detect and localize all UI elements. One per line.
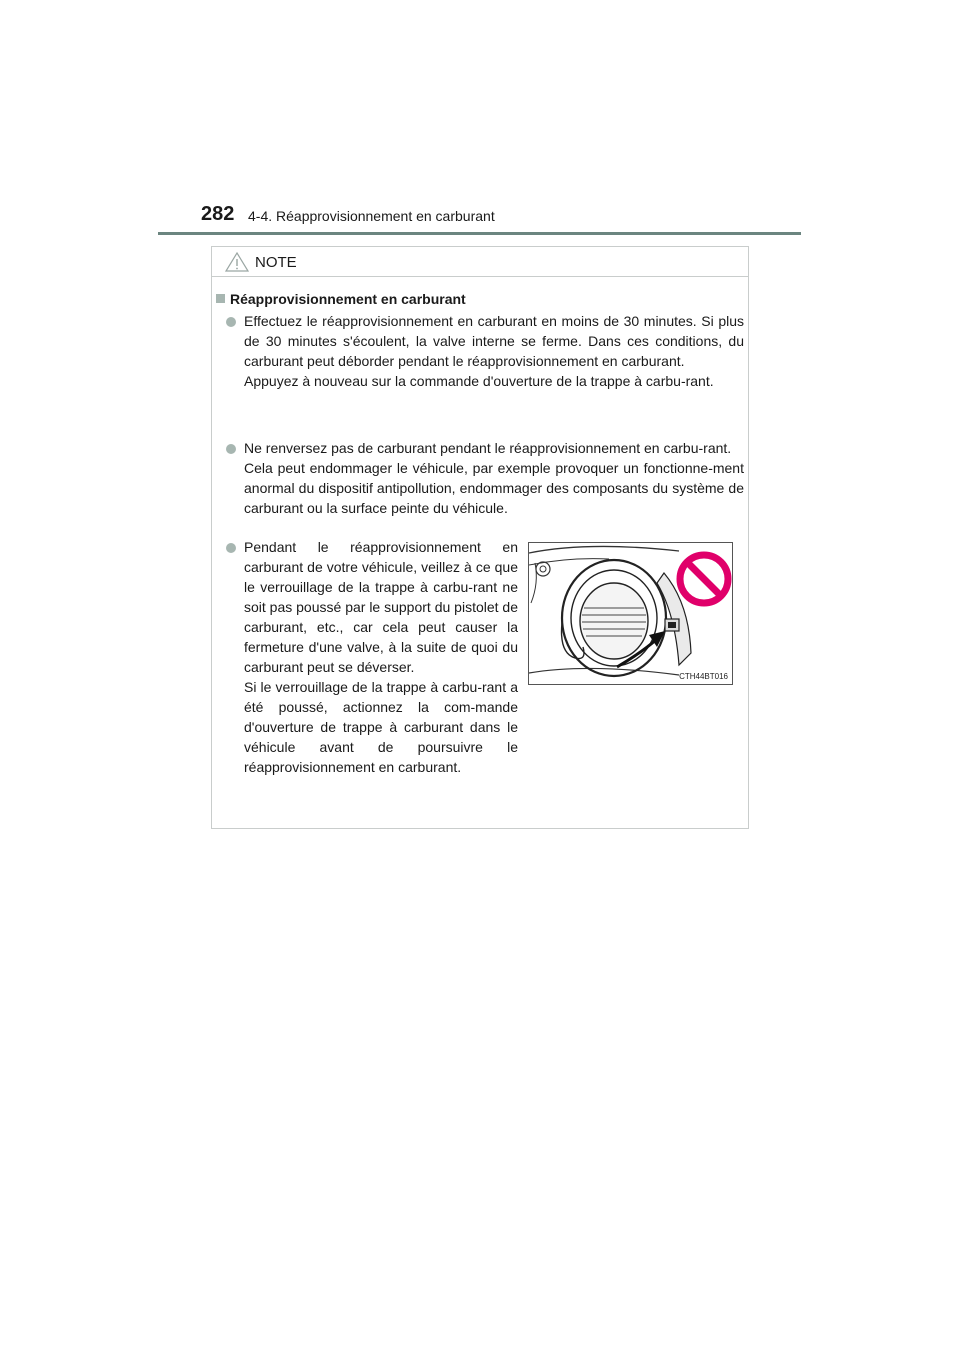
header-rule <box>158 232 801 235</box>
fuel-door-illustration <box>529 543 732 684</box>
note-label: NOTE <box>255 254 297 271</box>
list-item-1 <box>226 311 744 431</box>
bullet-icon <box>226 317 236 327</box>
heading-text: Réapprovisionnement en carburant <box>230 291 466 307</box>
bullet-icon <box>226 444 236 454</box>
warning-triangle-icon <box>224 251 250 273</box>
item-1-paragraph-2: Appuyez à nouveau sur la commande d'ouverture de la trappe à carbu-rant. <box>244 373 714 389</box>
item-2-paragraph-2: Cela peut endommager le véhicule, par exemple provoquer un fonctionne-ment anormal du dispositif antipollution, endommager des composants du système de carburant ou la surface peinte du véhicule. <box>244 460 744 516</box>
section-title: 4-4. Réapprovisionnement en carburant <box>248 208 495 224</box>
bullet-icon <box>226 543 236 553</box>
square-bullet-icon <box>216 294 225 303</box>
list-item-3 <box>226 537 526 817</box>
page-number: 282 <box>201 203 235 225</box>
item-1-paragraph-1: Effectuez le réapprovisionnement en carburant en moins de 30 minutes. Si plus de 30 minutes s'écoulent, la valve interne se ferme. Dans ces conditions, du carburant peut déborder pendant le réapprovisionnement en carburant. <box>244 313 744 369</box>
list-item-2 <box>226 438 744 538</box>
item-3-paragraph-2: Si le verrouillage de la trappe à carbu-rant a été poussé, actionnez la com-mande d'ouverture de trappe à carburant dans le véhicule avant de poursuivre le réapprovisionnement en carburant. <box>244 679 518 775</box>
note-box <box>211 246 749 829</box>
fuel-door-figure <box>528 542 733 685</box>
note-header <box>212 247 748 277</box>
figure-code: CTH44BT016 <box>679 672 728 681</box>
item-2-paragraph-1: Ne renversez pas de carburant pendant le réapprovisionnement en carbu-rant. <box>244 440 732 456</box>
item-3-paragraph-1: Pendant le réapprovisionnement en carburant de votre véhicule, veillez à ce que le verrouillage de la trappe à carbu-rant ne soit pas poussé par le support du pistolet de carburant, etc., car cela peut causer la fermeture d'une valve, à la suite de quoi du carburant peut se déverser. <box>244 539 518 675</box>
